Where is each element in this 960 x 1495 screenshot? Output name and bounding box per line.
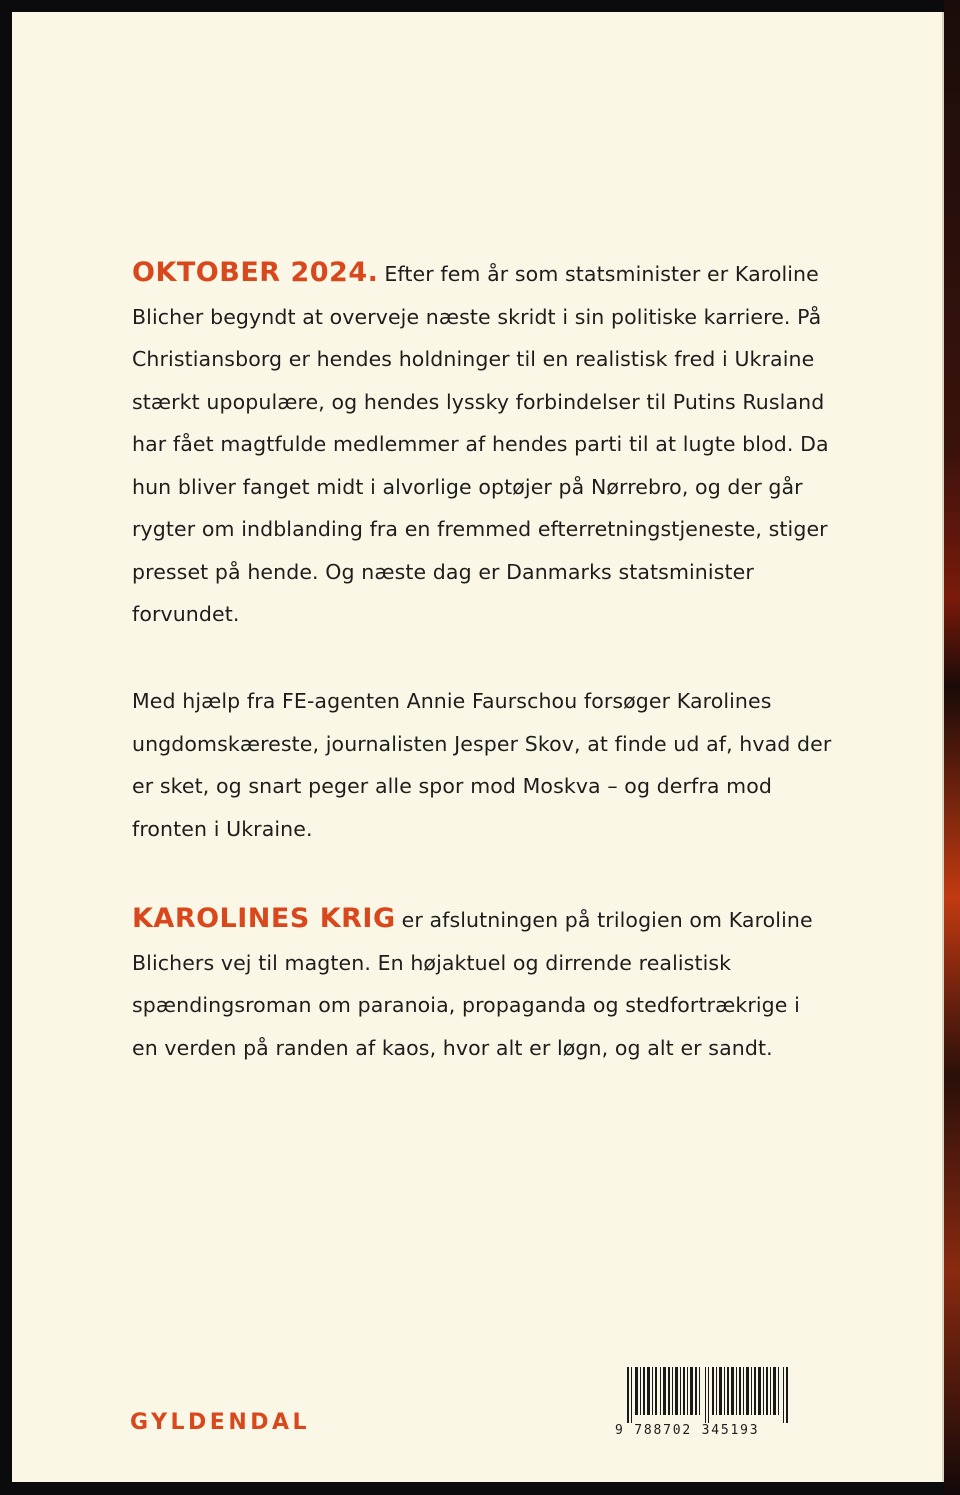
blurb-paragraph-3: [132, 898, 832, 1069]
blurb-text-1: Efter fem år som statsminister er Karoline Blicher begyndt at overveje næste skridt i sin politiske karriere. På Christiansborg er hendes holdninger til en realistisk fred i Ukraine stærkt upopulære, og hendes lyssky forbindelser til Putins Rusland har fået magtfulde medlemmer af hendes parti til at lugte blod. Da hun bliver fanget midt i alvorlige optøjer på Nørrebro, og der går rygter om indblanding fra en fremmed efterretningstjeneste, stiger presset på hende. Og næste dag er Danmarks statsminister forvundet.: [132, 262, 829, 626]
spine-edge: [944, 0, 960, 1495]
barcode-icon: [627, 1367, 795, 1423]
blurb-text-3: er afslutningen på trilogien om Karoline Blichers vej til magten. En højaktuel og dirrende realistisk spændingsroman om paranoia, propaganda og stedfortrækrige i en verden på randen af kaos, hvor alt er løgn, og alt er sandt.: [132, 908, 813, 1060]
blurb-lead-date: OKTOBER 2024.: [132, 257, 379, 288]
blurb-paragraph-1: [132, 252, 832, 636]
back-cover: [12, 12, 944, 1482]
blurb-paragraph-2: [132, 680, 832, 850]
blurb-lead-title: KAROLINES KRIG: [132, 903, 396, 934]
publisher-logo: GYLDENDAL: [130, 1410, 311, 1435]
isbn-number: 9 788702 345193: [615, 1423, 760, 1438]
isbn-barcode: [615, 1367, 795, 1447]
blurb-text-2: Med hjælp fra FE-agenten Annie Faurschou forsøger Karolines ungdomskæreste, journalisten Jesper Skov, at finde ud af, hvad der er sket, og snart peger alle spor mod Moskva – og derfra mod fronten i Ukraine.: [132, 689, 832, 841]
